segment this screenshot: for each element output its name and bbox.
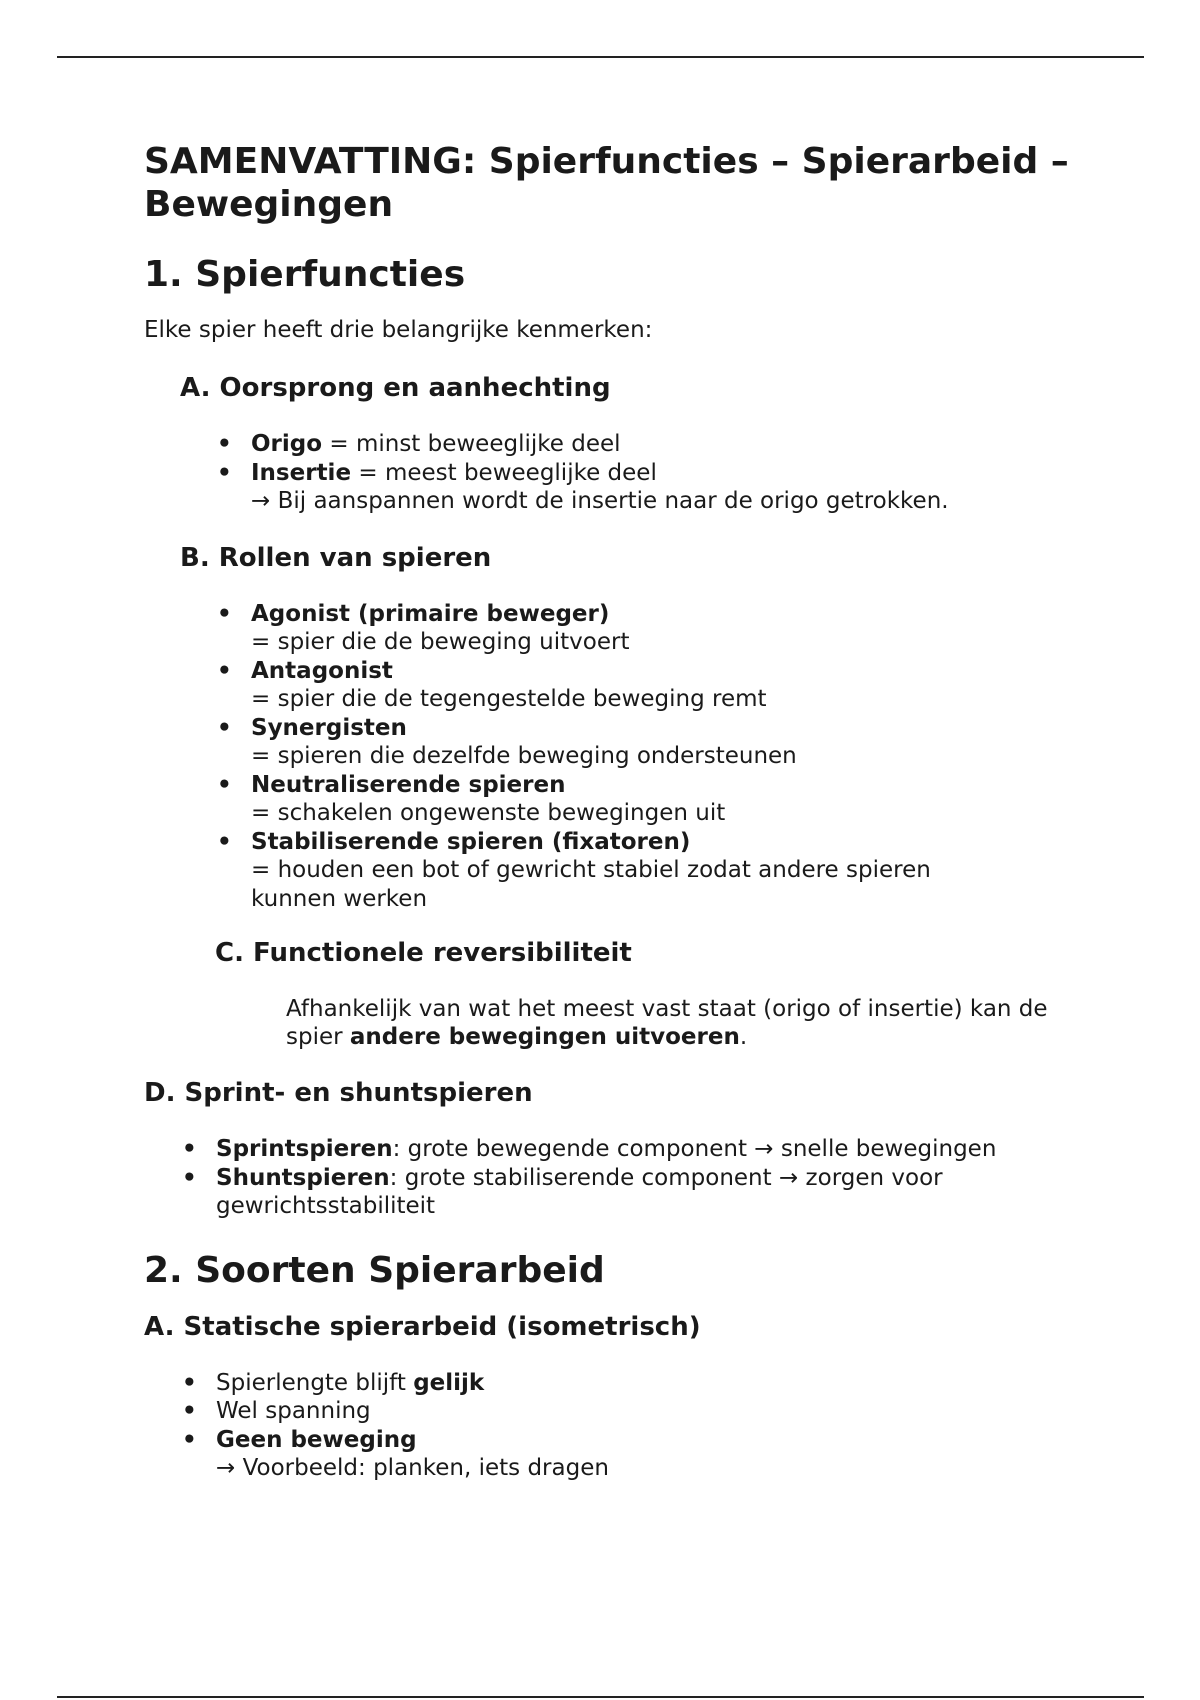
definition: : grote bewegende component → snelle bewegingen — [392, 1136, 997, 1162]
term: Shuntspieren — [216, 1164, 390, 1191]
subsection-c-heading: C. Functionele reversibiliteit — [215, 938, 632, 968]
section-1-heading: 1. Spierfuncties — [144, 254, 466, 295]
section-2-subsection-a-heading: A. Statische spierarbeid (isometrisch) — [144, 1311, 701, 1342]
subsection-b-heading: B. Rollen van spieren — [180, 542, 492, 573]
list-item — [216, 1164, 986, 1221]
list-item — [216, 1369, 1074, 1398]
bottom-rule — [57, 1696, 1144, 1698]
list-item — [251, 430, 1074, 459]
emphasis: gelijk — [413, 1369, 485, 1396]
sprint-shunt-list — [216, 1135, 1016, 1221]
list-item — [251, 828, 971, 914]
term: Origo — [251, 431, 323, 457]
note: → Voorbeeld: planken, iets dragen — [216, 1455, 609, 1481]
definition: = spier die de beweging uitvoert — [251, 629, 630, 655]
list-item — [251, 657, 1074, 714]
origin-insertion-list — [251, 430, 1074, 516]
subsection-c-text — [286, 995, 1076, 1051]
definition: = minst beweeglijke deel — [322, 431, 621, 457]
emphasis: andere bewegingen uitvoeren — [349, 1024, 740, 1050]
top-rule — [57, 56, 1144, 58]
text: Wel spanning — [216, 1398, 371, 1424]
section-1-intro: Elke spier heeft drie belangrijke kenmerken: — [144, 317, 653, 343]
muscle-roles-list — [251, 600, 1074, 914]
term: • Neutraliserende spieren — [251, 771, 566, 798]
term: • Antagonist — [251, 657, 393, 684]
definition: : grote stabiliserende component → zorgen voor gewrichtsstabiliteit — [216, 1164, 943, 1219]
list-item — [251, 771, 1074, 828]
list-item — [251, 459, 1074, 516]
list-item — [216, 1397, 1074, 1426]
term: Sprintspieren — [216, 1136, 393, 1162]
punctuation: . — [739, 1024, 748, 1050]
text: Spierlengte blijft — [216, 1369, 414, 1396]
static-work-list — [216, 1369, 1074, 1483]
definition: = meest beweeglijke deel — [351, 459, 657, 486]
term: • Synergisten — [251, 714, 407, 741]
list-item — [251, 600, 1074, 657]
paragraph-text: Afhankelijk van wat het meest vast staat (origo of insertie) kan de spier — [286, 996, 1048, 1050]
term: • Stabiliserende spieren (fixatoren) — [251, 828, 691, 855]
list-item — [216, 1135, 1016, 1164]
document-title: SAMENVATTING: Spierfuncties – Spierarbeid – Bewegingen — [144, 141, 1069, 225]
list-item — [216, 1426, 1074, 1483]
definition: = spieren die dezelfde beweging ondersteunen — [251, 743, 797, 769]
subsection-a-heading: A. Oorsprong en aanhechting — [180, 373, 611, 403]
note: → Bij aanspannen wordt de insertie naar de origo getrokken. — [251, 488, 949, 514]
definition: = spier die de tegengestelde beweging remt — [251, 686, 767, 712]
list-item — [251, 714, 1074, 771]
emphasis: • Geen beweging — [216, 1426, 417, 1453]
term: • Agonist (primaire beweger) — [251, 600, 610, 627]
section-2-heading: 2. Soorten Spierarbeid — [144, 1249, 605, 1291]
subsection-d-heading: D. Sprint- en shuntspieren — [144, 1078, 533, 1108]
document-page — [144, 140, 1074, 1483]
term: Insertie — [251, 459, 352, 486]
definition: = houden een bot of gewricht stabiel zodat andere spieren kunnen werken — [251, 857, 931, 912]
definition: = schakelen ongewenste bewegingen uit — [251, 800, 726, 826]
